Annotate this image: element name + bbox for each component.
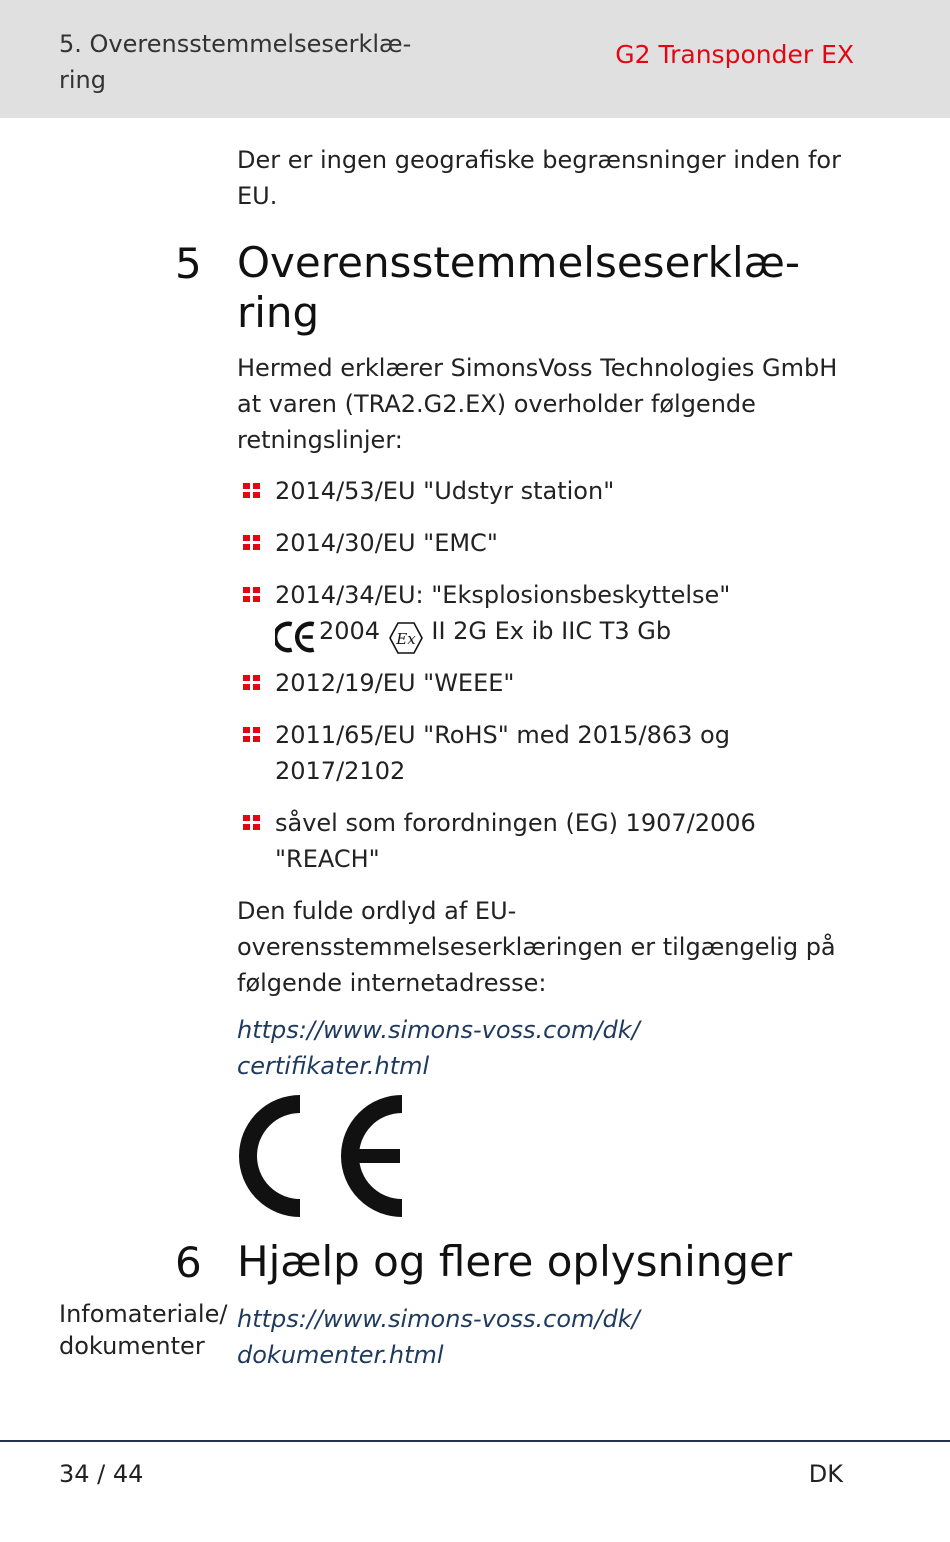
documents-link[interactable] — [237, 1301, 837, 1373]
certificates-link-line2[interactable]: certifikater.html — [237, 1052, 430, 1080]
list-item-text: 2014/53/EU "Udstyr station" — [275, 477, 615, 505]
list-item-text-cont: "REACH" — [275, 845, 380, 873]
bullet-icon — [243, 483, 261, 499]
atex-marking — [275, 613, 840, 649]
list-item-text-cont: 2017/2102 — [275, 757, 406, 785]
section-6-title: Hjælp og flere oplysninger — [237, 1237, 793, 1286]
list-item-text: såvel som forordningen (EG) 1907/2006 — [275, 809, 756, 837]
docs-label-line2: dokumenter — [59, 1332, 205, 1360]
declaration-paragraph — [237, 350, 862, 458]
documents-link-line1[interactable]: https://www.simons-voss.com/dk/ — [237, 1305, 640, 1333]
list-item-text: 2011/65/EU "RoHS" med 2015/863 og — [275, 721, 730, 749]
documents-link-line2[interactable]: dokumenter.html — [237, 1341, 444, 1369]
header-chapter-line2: ring — [59, 66, 106, 94]
header-chapter-line1: 5. Overensstemmelseserklæ- — [59, 30, 412, 58]
certificates-link-line1[interactable]: https://www.simons-voss.com/dk/ — [237, 1016, 640, 1044]
intro-paragraph — [237, 142, 857, 214]
section-6-number: 6 — [175, 1238, 202, 1287]
fulltext-paragraph — [237, 893, 857, 1001]
directive-list — [240, 473, 840, 877]
list-item-text: 2012/19/EU "WEEE" — [275, 669, 515, 697]
certificates-link[interactable] — [237, 1012, 837, 1084]
list-item — [240, 805, 840, 877]
declaration-line2: at varen (TRA2.G2.EX) overholder følgende — [237, 390, 756, 418]
language-code: DK — [808, 1460, 843, 1488]
header-chapter — [59, 26, 439, 98]
footer-divider — [0, 1440, 950, 1442]
list-item — [240, 525, 840, 561]
ex-hexagon-icon — [388, 621, 424, 655]
fulltext-line2: overensstemmelseserklæringen er tilgængelig på — [237, 933, 836, 961]
list-item — [240, 473, 840, 509]
bullet-icon — [243, 815, 261, 831]
atex-year: 2004 — [319, 617, 381, 645]
fulltext-line3: følgende internetadresse: — [237, 969, 547, 997]
section-5-title-line1: Overensstemmelseserklæ- — [237, 238, 801, 287]
bullet-icon — [243, 675, 261, 691]
docs-label — [59, 1298, 234, 1362]
intro-line2: EU. — [237, 182, 278, 210]
intro-line1: Der er ingen geografiske begrænsninger inden for — [237, 146, 841, 174]
header-product: G2 Transponder EX — [615, 40, 854, 69]
page-number: 34 / 44 — [59, 1460, 144, 1488]
declaration-line3: retningslinjer: — [237, 426, 403, 454]
bullet-icon — [243, 587, 261, 603]
list-item — [240, 717, 840, 789]
list-item — [240, 577, 840, 649]
docs-label-line1: Infomateriale/ — [59, 1300, 228, 1328]
bullet-icon — [243, 535, 261, 551]
list-item-text: 2014/34/EU: "Eksplosionsbeskyttelse" — [275, 581, 731, 609]
ce-mark-icon — [236, 1095, 406, 1217]
declaration-line1: Hermed erklærer SimonsVoss Technologies GmbH — [237, 354, 838, 382]
list-item-text: 2014/30/EU "EMC" — [275, 529, 498, 557]
fulltext-line1: Den fulde ordlyd af EU- — [237, 897, 517, 925]
bullet-icon — [243, 727, 261, 743]
section-5-title-line2: ring — [237, 288, 320, 337]
atex-text: II 2G Ex ib IIC T3 Gb — [431, 617, 672, 645]
list-item — [240, 665, 840, 701]
svg-text:Ex: Ex — [396, 630, 416, 648]
ce-mark-small-icon — [275, 621, 319, 653]
section-5-number: 5 — [175, 239, 202, 288]
page-header — [0, 0, 950, 118]
section-5-title — [237, 238, 857, 338]
